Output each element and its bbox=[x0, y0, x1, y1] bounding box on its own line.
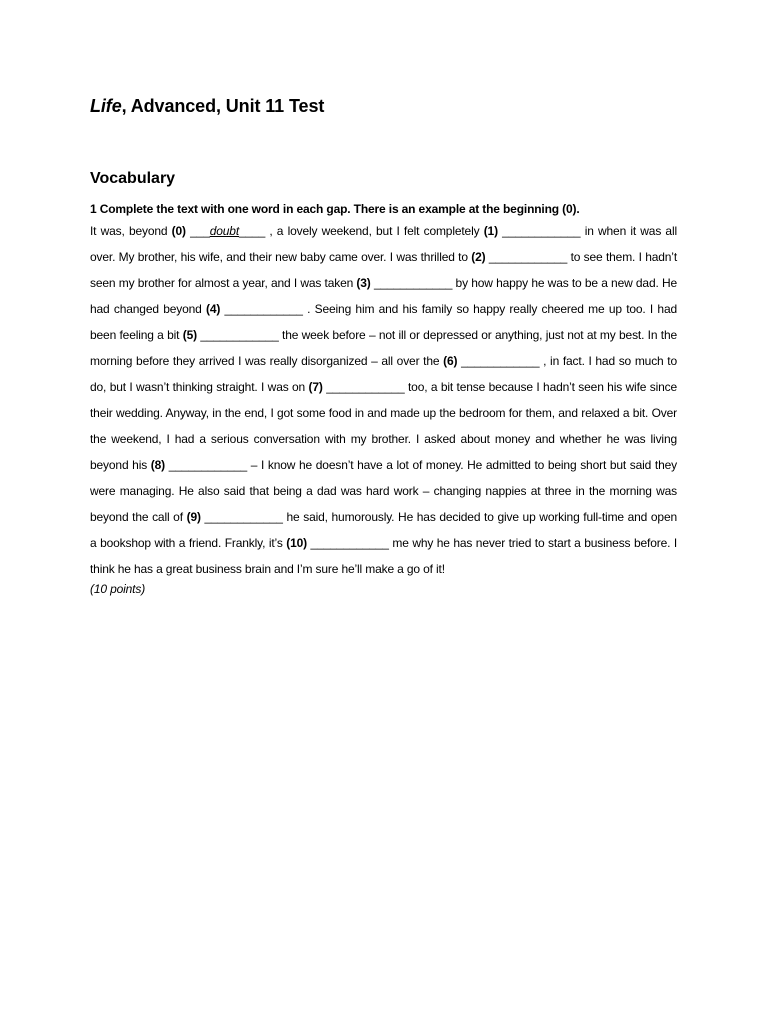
points-value: (10 points) bbox=[90, 582, 146, 596]
passage-segment: by how happy he was to be a new dad. He had changed beyond bbox=[90, 276, 678, 316]
gap-marker: (7) bbox=[308, 380, 323, 394]
gap-blank: ____________ bbox=[200, 328, 279, 342]
gap-marker: (3) bbox=[356, 276, 371, 290]
gap-blank: ____________ bbox=[373, 276, 453, 290]
gap-marker: (1) bbox=[483, 224, 498, 238]
gap-marker: (5) bbox=[182, 328, 197, 342]
gap-blank: ____________ bbox=[502, 224, 581, 238]
gap-marker: (8) bbox=[150, 458, 166, 472]
gap-marker: (10) bbox=[286, 536, 307, 550]
exercise-instruction: 1 Complete the text with one word in each gap. There is an example at the beginning (0). bbox=[90, 202, 580, 216]
gap-blank: ____________ bbox=[224, 302, 303, 316]
section-heading-vocabulary: Vocabulary bbox=[90, 170, 176, 187]
passage-segment: in when it was all over. My brother, his wife, and their new baby came over. I was thrilled to bbox=[90, 224, 677, 264]
gap-2[interactable] bbox=[471, 250, 567, 264]
title-course-name: Life bbox=[90, 96, 122, 116]
passage-segment: , in fact. I had so much to do, but I wasn’t thinking straight. I was on bbox=[90, 354, 678, 394]
gap-marker: (2) bbox=[471, 250, 486, 264]
passage-segment: . Seeing him and his family so happy really cheered me up too. I had been feeling a bit bbox=[90, 302, 677, 342]
gap-5[interactable] bbox=[183, 328, 279, 342]
passage-segment: It was, beyond bbox=[90, 224, 172, 238]
gap-example bbox=[172, 224, 265, 238]
title-rest: , Advanced, Unit 11 Test bbox=[121, 96, 325, 116]
gap-10[interactable] bbox=[286, 536, 389, 550]
gap-blank: ____ bbox=[239, 224, 266, 238]
document-page bbox=[90, 94, 677, 598]
gap-blank: ____________ bbox=[204, 510, 283, 524]
gap-3[interactable] bbox=[356, 276, 452, 290]
passage-segment: to see them. I hadn’t seen my brother for almost a year, and I was taken bbox=[90, 250, 677, 290]
gap-blank: ____________ bbox=[168, 458, 248, 472]
gap-marker: (9) bbox=[186, 510, 201, 524]
gap-blank: ___ bbox=[190, 224, 210, 238]
passage-segment: too, a bit tense because I hadn’t seen his wife since their wedding. Anyway, in the end, I got some food in and made up the bedroom for them, and relaxed a bit. Over the weekend, I had a serious conversation with my brother. I asked about money and whether he was living beyond his bbox=[90, 380, 677, 472]
example-answer: doubt bbox=[209, 224, 239, 238]
gap-1[interactable] bbox=[484, 224, 581, 238]
gap-blank: ____________ bbox=[310, 536, 389, 550]
gap-blank: ____________ bbox=[461, 354, 540, 368]
gap-7[interactable] bbox=[309, 380, 405, 394]
gap-blank: ____________ bbox=[326, 380, 405, 394]
passage-segment: the week before – not ill or depressed or anything, just not at my best. In the morning before they arrived I was really disorganized – all over the bbox=[90, 328, 678, 368]
gap-marker: (0) bbox=[171, 224, 186, 238]
passage-segment: , a lovely weekend, but I felt completely bbox=[265, 224, 484, 238]
passage-segment: me why he has never tried to start a business before. I think he has a great business brain and I’m sure he’ll make a go of it! bbox=[90, 536, 678, 576]
gap-4[interactable] bbox=[206, 302, 303, 316]
gap-9[interactable] bbox=[187, 510, 283, 524]
gap-6[interactable] bbox=[443, 354, 539, 368]
gap-marker: (4) bbox=[205, 302, 221, 316]
passage-segment: – I know he doesn’t have a lot of money. He admitted to being short but said they were managing. He also said that being a dad was hard work – changing nappies at three in the morning was beyond the call of bbox=[90, 458, 677, 524]
gap-blank: ____________ bbox=[488, 250, 568, 264]
gap-marker: (6) bbox=[443, 354, 458, 368]
passage-segment: he said, humorously. He has decided to give up working full-time and open a bookshop with a friend. Frankly, it’s bbox=[90, 510, 677, 550]
gap-fill-passage bbox=[90, 218, 677, 582]
gap-8[interactable] bbox=[151, 458, 247, 472]
document-title bbox=[90, 94, 677, 118]
